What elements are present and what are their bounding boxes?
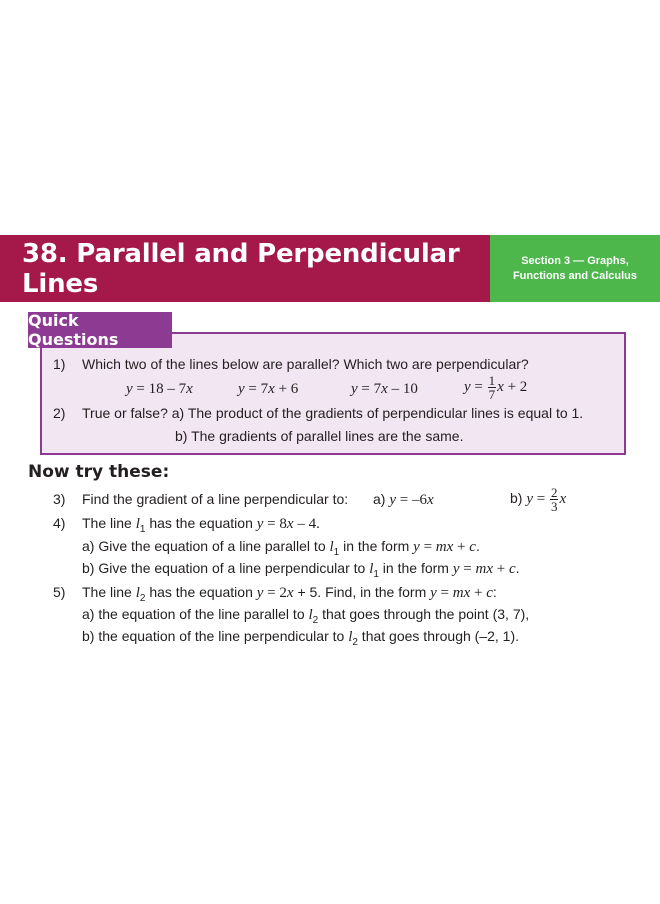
question-5-end: : [492,584,497,600]
equation-2-coef: 7 [260,381,269,397]
question-3a: a) y = –6x [373,491,434,508]
equation-1-value: 18 – 7 [148,381,187,397]
question-4-text: The line $l_1$ has the equation y = 8x – 4. [82,515,320,535]
question-3a-label: a) [373,491,386,507]
chapter-title: 38. Parallel and Perpendicular Lines [22,238,460,299]
question-5-tail: + 5. Find, in the form [293,584,431,600]
question-1-text: Which two of the lines below are parallel? Which two are perpendicular? [82,356,529,372]
question-4a-end: . [475,538,480,554]
question-4-pre: The line [82,515,136,531]
quick-questions-tab: Quick Questions [28,312,172,348]
question-5-pre: The line [82,584,136,600]
question-3a-eq: = –6 [396,492,427,508]
question-3b-fraction [550,486,559,513]
equation-3: y = 7x – 10 [351,381,418,397]
equation-3-coef: 7 [373,381,382,397]
chapter-title-bar [0,235,490,302]
question-4b-sub: 1 [373,569,379,580]
equation-4-fraction [488,374,497,401]
question-3b-numerator: 2 [550,485,558,501]
question-4-tail: – 4. [293,516,320,532]
equation-4: y = $\frac{1}{7}$ x + 2 [464,373,528,403]
question-4a-mid: in the form [339,538,414,554]
question-4-number: 4) [53,515,66,531]
question-5a-end: that goes through the point (3, 7), [318,606,530,622]
equation-2: y = 7x + 6 [238,381,299,397]
question-4a-sub: 1 [333,547,340,558]
question-4-mid: has the equation [145,515,257,531]
question-5b-end: that goes through (–2, 1). [357,628,520,644]
section-label [490,235,660,302]
question-2b-text: b) The gradients of parallel lines are the same. [175,428,464,444]
equation-2-const: + 6 [274,381,299,397]
section-label-line1: Section 3 — Graphs, [521,254,629,267]
question-3b: b) y = $\frac{2}{3}$ x [510,485,567,515]
question-2-number: 2) [53,405,66,421]
equation-4-const: + 2 [503,379,528,395]
question-4b-pre: b) Give the equation of a line perpendicular to [82,560,370,576]
question-5a-text: a) the equation of the line parallel to $l_2$ that goes through the point (3, 7), [82,606,530,626]
equation-4-numerator: 1 [488,373,496,389]
question-4b-mid: in the form [378,560,453,576]
question-5a-pre: a) the equation of the line parallel to [82,606,309,622]
equation-3-const: – 10 [387,381,418,397]
question-2-text: True or false? a) The product of the gradients of perpendicular lines is equal to 1. [82,405,584,421]
question-5-sub: 2 [139,593,146,604]
equation-1: y = 18 – 7x [126,381,193,397]
question-3-number: 3) [53,491,66,507]
question-3-text: Find the gradient of a line perpendicular to: [82,491,349,507]
equation-4-denominator: 7 [488,387,496,403]
question-1-number: 1) [53,356,66,372]
now-try-heading: Now try these: [28,462,170,482]
question-3b-label: b) [510,490,523,506]
question-5a-sub: 2 [312,615,319,626]
question-5b-pre: b) the equation of the line perpendicular to [82,628,349,644]
question-5-number: 5) [53,584,66,600]
question-4a-text: a) Give the equation of a line parallel to $l_1$ in the form y = mx + c. [82,538,480,558]
question-5-text: The line $l_2$ has the equation y = 2x + 5. Find, in the form y = mx + c: [82,584,497,604]
question-4-sub: 1 [139,524,146,535]
question-4-eq: = 8 [263,516,287,532]
question-4b-text: b) Give the equation of a line perpendicular to $l_1$ in the form y = mx + c. [82,560,520,580]
question-5b-sub: 2 [352,637,358,648]
question-5-eq: = 2 [263,585,287,601]
question-5-mid: has the equation [145,584,257,600]
question-5b-text: b) the equation of the line perpendicular to $l_2$ that goes through (–2, 1). [82,628,520,648]
chapter-banner [0,235,660,302]
question-3b-denominator: 3 [550,499,558,515]
question-4a-pre: a) Give the equation of a line parallel to [82,538,330,554]
section-label-line2: Functions and Calculus [512,269,638,282]
question-4b-end: . [515,560,520,576]
